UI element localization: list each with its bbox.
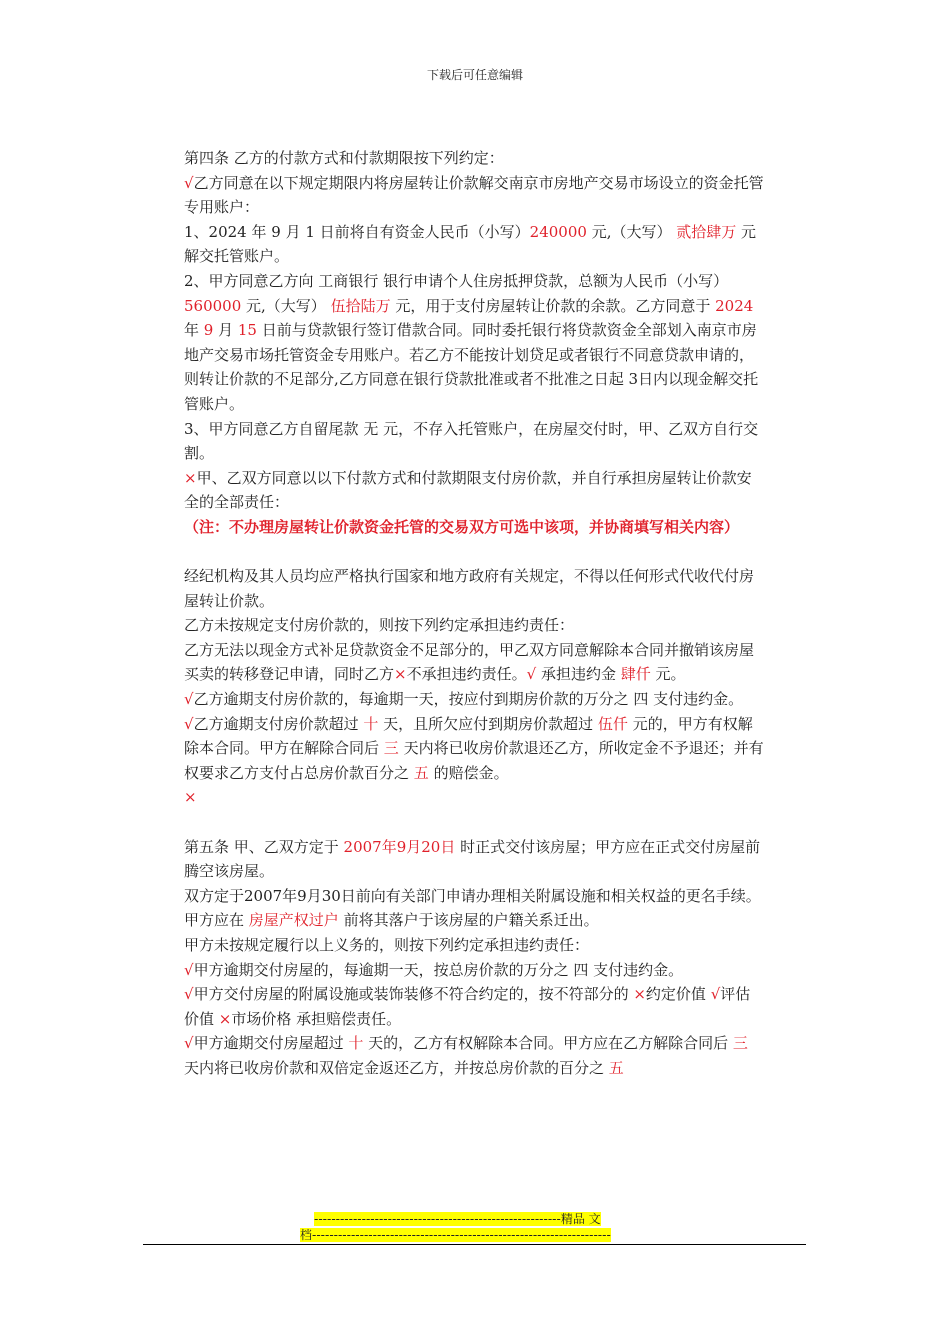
paragraph-late-delivery	[184, 958, 764, 983]
footer-line-2: 档---------------------------------------------------------------------	[300, 1228, 611, 1242]
paragraph-text: 乙方同意在以下规定期限内将房屋转让价款解交南京市房地产交易市场设立的资金托管专用账户：	[184, 173, 764, 217]
loan-year: 2024	[715, 296, 754, 315]
loan-month: 9	[203, 321, 214, 340]
paragraph-loan	[184, 269, 764, 417]
check-mark-icon: √	[184, 960, 194, 979]
paragraph-loan-shortfall	[184, 638, 764, 687]
text: 元。	[650, 665, 686, 684]
text: 甲方交付房屋的附属设施或装饰装修不符合约定的，按不符部分的	[193, 985, 634, 1004]
paragraph-seller-liability: 甲方未按规定履行以上义务的，则按下列约定承担违约责任：	[184, 936, 590, 954]
overdue-days: 十	[363, 714, 379, 733]
paragraph-household-transfer	[184, 908, 764, 933]
paragraph-overdue-termination	[184, 712, 764, 786]
article-5-title	[184, 835, 764, 884]
paragraph-escrow-option	[184, 171, 764, 220]
paragraph-facility-compensation	[184, 982, 764, 1031]
contract-body	[184, 146, 764, 1081]
cross-mark-icon: ×	[184, 468, 197, 487]
check-mark-icon: √	[184, 1034, 194, 1053]
amount-chinese: 贰拾肆万	[676, 222, 737, 241]
paragraph-delivery-termination	[184, 1031, 764, 1080]
page-header: 下载后可任意编辑	[426, 68, 523, 82]
text: 前将其落户于该房屋的户籍关系迁出。	[338, 911, 599, 930]
text: 甲方应在	[184, 911, 249, 930]
check-mark-icon: √	[184, 690, 194, 709]
penalty-amount: 肆仟	[620, 665, 651, 684]
compensation-percent: 五	[608, 1058, 624, 1077]
text: 甲方逾期交付房屋超过	[193, 1034, 349, 1053]
text: 日前与贷款银行签订借款合同。同时委托银行将贷款资金全部划入南京市房地产交易市场托管资金专用账户。若乙方不能按计划贷足或者银行不同意贷款申请的，则转让价款的不足部分,乙方同意在银行贷款批准或者不批准之日起 3日内以现金解交托管账户。	[184, 321, 759, 413]
text: 天内将已收房价款和双倍定金返还乙方，并按总房价款的百分之	[184, 1058, 609, 1077]
text: 评估价值	[184, 985, 751, 1028]
paragraph-self-payment-option	[184, 466, 764, 515]
footer-divider	[143, 1244, 806, 1245]
refund-days: 三	[732, 1034, 748, 1053]
cross-mark-icon: ×	[184, 788, 197, 807]
text: 乙方逾期支付房价款超过	[193, 714, 364, 733]
amount-figure: 240000	[529, 222, 587, 241]
overdue-days: 十	[348, 1034, 364, 1053]
text: 第五条 甲、乙双方定于	[184, 837, 344, 856]
paragraph-text: 甲、乙双方同意以以下付款方式和付款期限支付房价款，并自行承担房屋转让价款安全的全部责任：	[184, 468, 752, 512]
paragraph-agency-rule: 经纪机构及其人员均应严格执行国家和地方政府有关规定，不得以任何形式代收代付房屋转让价款。	[184, 567, 755, 610]
paragraph-rename-procedure: 双方定于2007年9月30日前向有关部门申请办理相关附属设施和相关权益的更名手续。	[184, 886, 761, 905]
footer-line-1: ---------------------------------------------------------精品 文	[314, 1212, 601, 1226]
text: 天的，乙方有权解除本合同。甲方应在乙方解除合同后	[363, 1034, 733, 1053]
check-mark-icon: √	[184, 173, 194, 192]
loan-day: 15	[237, 321, 257, 340]
loan-amount-figure: 560000	[184, 296, 242, 315]
refund-days: 三	[383, 739, 399, 758]
page-footer	[300, 1211, 650, 1243]
check-mark-icon: √	[184, 985, 194, 1004]
cross-mark-icon: ×	[394, 665, 407, 684]
overdue-amount: 伍仟	[597, 714, 628, 733]
text: 元,（大写）	[241, 296, 331, 315]
check-mark-icon: √	[526, 665, 537, 684]
loan-amount-chinese: 伍拾陆万	[330, 296, 391, 315]
text: 市场价格 承担赔偿责任。	[231, 1009, 402, 1028]
text: 2、甲方同意乙方向 工商银行 银行申请个人住房抵押贷款，总额为人民币（小写）	[184, 271, 729, 290]
text: 不承担违约责任。	[406, 665, 527, 684]
paragraph-final-payment: 3、甲方同意乙方自留尾款 无 元，不存入托管账户，在房屋交付时，甲、乙双方自行交割。	[184, 419, 759, 463]
text: 承担违约金	[536, 665, 621, 684]
text: 元的，甲方有权解除本合同。甲方在解除合同后	[184, 714, 753, 758]
paragraph-late-payment	[184, 687, 764, 712]
text: 1、2024 年 9 月 1 日前将自有资金人民币（小写）	[184, 222, 530, 241]
text: 乙方无法以现金方式补足贷款资金不足部分的，甲乙双方同意解除本合同并撤销该房屋买卖的转移登记申请，同时乙方	[184, 640, 755, 684]
text: 约定价值	[645, 985, 711, 1004]
paragraph-buyer-liability: 乙方未按规定支付房价款的，则按下列约定承担违约责任：	[184, 616, 575, 635]
text: 元,（大写）	[586, 222, 677, 241]
text: 元，用于支付房屋转让价款的余款。乙方同意于	[390, 296, 716, 315]
text: 甲方逾期交付房屋的，每逾期一天，按总房价款的万分之 四 支付违约金。	[193, 960, 684, 979]
text: 的赔偿金。	[428, 763, 509, 782]
text: 天内将已收房价款退还乙方，所收定金不予退还；并有权要求乙方支付占总房价款百分之	[184, 739, 764, 782]
text: 乙方逾期支付房价款的，每逾期一天，按应付到期房价款的万分之 四 支付违约金。	[193, 690, 744, 709]
note: （注：不办理房屋转让价款资金托管的交易双方可选中该项，并协商填写相关内容）	[184, 517, 740, 536]
cross-mark-icon: ×	[633, 985, 646, 1004]
cross-mark-icon: ×	[218, 1009, 232, 1028]
compensation-percent: 五	[413, 763, 429, 782]
handover-date: 2007年9月20日	[343, 837, 456, 856]
text: 月	[213, 321, 238, 340]
text: 天，且所欠应付到期房价款超过	[378, 714, 598, 733]
text: 年	[184, 321, 204, 340]
transfer-event: 房屋产权过户	[248, 911, 339, 930]
check-mark-icon: √	[710, 985, 721, 1004]
text: 元解交托管账户。	[184, 222, 757, 266]
paragraph-own-funds	[184, 220, 764, 269]
check-mark-icon: √	[184, 714, 194, 733]
text: 时正式交付该房屋；甲方应在正式交付房屋前腾空该房屋。	[184, 837, 761, 881]
article-4-title: 第四条 乙方的付款方式和付款期限按下列约定：	[184, 149, 504, 167]
